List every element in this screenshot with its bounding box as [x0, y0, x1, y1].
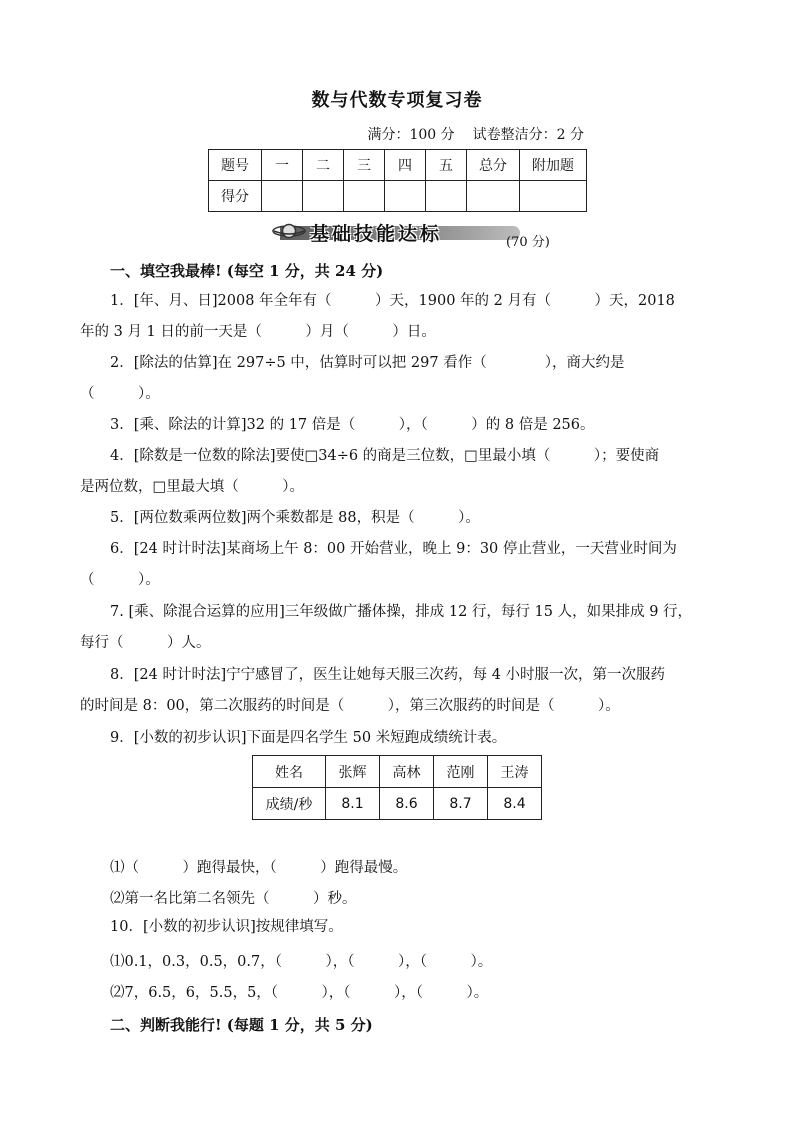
question-text: 年的 3 月 1 日的前一天是（ ）月（ ）日。	[80, 324, 436, 340]
section-banner	[272, 216, 562, 250]
runner-data-cell: 8.1	[326, 788, 380, 820]
question-9	[80, 723, 714, 754]
question-text: （ ）。	[80, 572, 160, 588]
score-input-cell[interactable]	[303, 181, 344, 212]
question-text: 3．[乘、除法的计算]32 的 17 倍是（ ），（ ）的 8 倍是 256。	[110, 417, 595, 433]
score-table	[208, 149, 587, 212]
question-text: 1．[年、月、日]2008 年全年有（ ）天，1900 年的 2 月有（ ）天，2018	[110, 293, 675, 309]
question-1	[80, 286, 714, 348]
score-input-cell[interactable]	[385, 181, 426, 212]
score-header-cell: 三	[344, 150, 385, 181]
score-header-cell: 题号	[209, 150, 262, 181]
question-text: 7. [乘、除混合运算的应用]三年级做广播体操，排成 12 行，每行 15 人，如果排成 9 行，	[110, 604, 693, 620]
score-input-cell[interactable]	[426, 181, 467, 212]
section-heading-1: 一、填空我最棒! (每空 1 分，共 24 分)	[110, 262, 384, 280]
score-input-cell[interactable]	[344, 181, 385, 212]
runner-header-cell: 王涛	[488, 756, 542, 788]
question-4	[80, 441, 714, 503]
score-meta	[367, 124, 584, 144]
runner-header-cell: 张辉	[326, 756, 380, 788]
score-header-cell: 二	[303, 150, 344, 181]
neatness-score-text: 试卷整洁分：2 分	[472, 127, 584, 143]
question-text: 10．[小数的初步认识]按规律填写。	[110, 919, 343, 935]
question-5	[80, 503, 714, 534]
question-text: 每行（ ）人。	[80, 635, 211, 651]
banner-score: (70 分)	[506, 235, 550, 250]
section-heading-2: 二、判断我能行! (每题 1 分，共 5 分)	[110, 1016, 373, 1034]
question-text: 的时间是 8：00，第二次服药的时间是（ ），第三次服药的时间是（ ）。	[80, 698, 620, 714]
score-table-header-row	[209, 150, 587, 181]
banner-title: 基础技能达标	[310, 223, 443, 245]
runner-header-cell: 范刚	[434, 756, 488, 788]
question-text: 8．[24 时计时法]宁宁感冒了，医生让她每天服三次药，每 4 小时服一次，第一次服药	[110, 667, 666, 683]
runner-data-cell: 成绩/秒	[253, 788, 326, 820]
score-header-cell: 五	[426, 150, 467, 181]
question-9-part-1: ⑴（ ）跑得最快，（ ）跑得最慢。	[110, 860, 408, 876]
runner-header-cell: 姓名	[253, 756, 326, 788]
question-6	[80, 534, 714, 596]
score-row-label: 得分	[209, 181, 262, 212]
score-input-cell[interactable]	[467, 181, 520, 212]
question-text: 6．[24 时计时法]某商场上午 8：00 开始营业，晚上 9：30 停止营业，一天营业时间为	[110, 541, 677, 557]
question-8	[80, 660, 714, 722]
score-header-cell: 附加题	[520, 150, 587, 181]
question-text: 2．[除法的估算]在 297÷5 中，估算时可以把 297 看作（ ），商大约是	[110, 355, 625, 371]
page-title: 数与代数专项复习卷	[311, 90, 483, 111]
question-2	[80, 348, 714, 410]
question-text: 9．[小数的初步认识]下面是四名学生 50 米短跑成绩统计表。	[110, 730, 507, 746]
full-score-text: 满分：100 分	[367, 127, 455, 143]
question-3	[80, 410, 714, 441]
question-9-part-2: ⑵第一名比第二名领先（ ）秒。	[110, 891, 357, 907]
runner-header-cell: 高林	[380, 756, 434, 788]
question-10	[80, 912, 714, 943]
score-input-cell[interactable]	[520, 181, 587, 212]
score-input-cell[interactable]	[262, 181, 303, 212]
runner-table-header-row	[253, 756, 542, 788]
runner-table-data-row	[253, 788, 542, 820]
question-7	[80, 597, 714, 659]
score-header-cell: 一	[262, 150, 303, 181]
score-table-score-row	[209, 181, 587, 212]
score-header-cell: 四	[385, 150, 426, 181]
question-text: 5．[两位数乘两位数]两个乘数都是 88，积是（ ）。	[110, 510, 480, 526]
runner-data-cell: 8.4	[488, 788, 542, 820]
question-text: （ ）。	[80, 386, 160, 402]
planet-icon	[272, 222, 306, 240]
runner-table	[252, 755, 542, 820]
question-10-part-2: ⑵7，6.5，6，5.5，5，（ ），（ ），（ ）。	[110, 985, 489, 1001]
runner-data-cell: 8.7	[434, 788, 488, 820]
question-text: 是两位数，□里最大填（ ）。	[80, 479, 304, 495]
question-10-part-1: ⑴0.1，0.3，0.5，0.7，（ ），（ ），（ ）。	[110, 954, 493, 970]
score-header-cell: 总分	[467, 150, 520, 181]
runner-data-cell: 8.6	[380, 788, 434, 820]
question-text: 4．[除数是一位数的除法]要使□34÷6 的商是三位数，□里最小填（ ）；要使商	[110, 448, 660, 464]
